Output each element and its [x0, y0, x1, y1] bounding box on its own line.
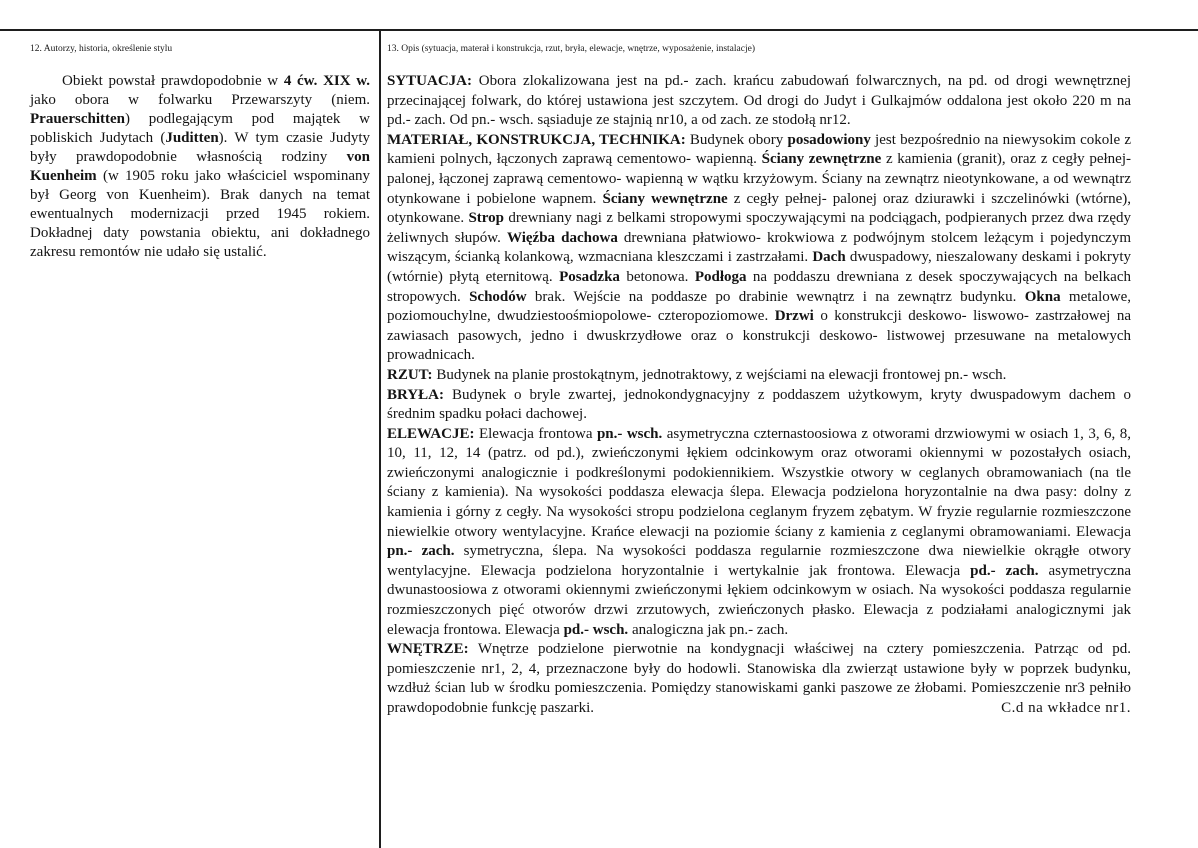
material-text: Budynek obory [685, 131, 788, 148]
section-13-description [387, 44, 1131, 719]
paragraph-sytuacja [387, 72, 1131, 131]
elewacje-bold: pn.- zach. [387, 543, 455, 560]
description-body [387, 72, 1131, 719]
section-12-history [30, 44, 370, 262]
material-text: na poddaszu drewniana z desek spoczywających na belkach stropowych. [387, 268, 1131, 305]
continuation-note: C.d na wkładce nr1. [1001, 700, 1131, 716]
material-bold: Więźba dachowa [506, 229, 618, 246]
material-text: z cegły pełnej- palonej oraz dziurawki i szczelinówki (wtórne), otynkowane. [387, 190, 1131, 227]
material-text: jest bezpośrednio na niewysokim cokole z kamieni polnych, łączonych zaprawą cementowo- wapienną. [387, 131, 1131, 168]
text-rzut: Budynek na planie prostokątnym, jednotraktowy, z wejściami na elewacji frontowej pn.- wsch. [432, 366, 1007, 383]
elewacje-bold: pn.- wsch. [596, 425, 663, 442]
material-bold: Okna [1024, 288, 1061, 305]
material-text: z kamienia (granit), oraz z cegły pełnej- palonej, łączonej zaprawą cementowo- wapienną w wątku krzyżowym. Ściany na zewnątrz nieotynkowane, a od wewnątrz otynkowane i pobielone wapnem. [387, 151, 1131, 207]
text-sytuacja: Obora zlokalizowana jest na pd.- zach. krańcu zabudowań folwarcznych, na pd. od drogi wewnętrznej przecinającej folwark, do której ustawiona jest szczytem. Od drogi do Judyt i Gulkajmów oddalona jest około 220 m na pd.- zach. Od pn.- wsch. sąsiaduje ze stajnią nr10, a od zach. ze stodołą nr12. [387, 73, 1131, 129]
paragraph-elewacje [387, 425, 1131, 641]
elewacje-bold: pd.- wsch. [563, 621, 629, 638]
material-bold: Ściany zewnętrzne [761, 151, 882, 168]
heading-elewacje: ELEWACJE: [387, 425, 475, 442]
material-text: o konstrukcji deskowo- liswowo- zastrzałowej na zawiasach pasowych, jedno i dwuskrzydłowe oraz o konstrukcji deskowo- listwowej przesuwane na metalowych prowadnicach. [387, 308, 1131, 364]
elewacje-text: asymetryczna czternastoosiowa z otworami drzwiowymi w osiach 1, 3, 6, 8, 10, 11, 12, 14 (patrz. od pd.), zwieńczonymi łękiem odcinkowym oraz otworami okiennymi w pozostałych osiach, zwieńczonymi analogicznie i podkreślonymi podokiennikiem. Wszystkie otwory w ceglanych obramowaniach (na tle ściany z kamienia). Na wysokości poddasza elewacja ślepa. Elewacja podzielona horyzontalnie na dwa pasy: dolny z kamienia i górny z cegły. Na wysokości stropu podzielona ceglanym fryzem zębatym. W fryzie regularnie rozmieszczone niewielkie otwory wentylacyjne. Krańce elewacji na poziomie ściany z kamienia z ceglanymi obramowaniami. Elewacja [387, 425, 1131, 540]
material-text: betonowa. [619, 268, 695, 285]
history-bold-juditten: Juditten [165, 130, 219, 146]
material-bold: Drzwi [774, 308, 814, 325]
history-paragraph [30, 72, 370, 262]
text-bryla: Budynek o bryle zwartej, jednokondygnacyjny z poddaszem użytkowym, kryty dwuspadowym dachem o średnim spadku połaci dachowej. [387, 386, 1131, 423]
elewacje-text: analogiczna jak pn.- zach. [628, 621, 789, 638]
elewacje-bold: pd.- zach. [970, 562, 1039, 579]
elewacje-text: symetryczna, ślepa. Na wysokości poddasza regularnie rozmieszczone dwa niewielkie okrągłe otwory wentylacyjne. Elewacja podzielona horyzontalnie i wertykalnie jak frontowa. Elewacja [387, 543, 1131, 579]
material-text: drewniany nagi z belkami stropowymi spoczywającymi na podciągach, podpieranych przez dwa rzędy żeliwnych słupów. [387, 210, 1131, 246]
paragraph-rzut [387, 366, 1131, 386]
paragraph-bryla [387, 386, 1131, 425]
material-bold: Strop [468, 210, 505, 227]
material-bold: posadowiony [787, 131, 871, 148]
heading-sytuacja: SYTUACJA: [387, 73, 473, 89]
material-text: brak. Wejście na poddasze po drabinie wewnątrz i na zewnątrz budynku. [526, 288, 1025, 305]
column-divider [379, 29, 381, 848]
material-text: drewniana płatwiowo- krokwiowa z podwójnym stolcem leżącym i pojedynczym wiszącym, ścianką kolankową, wzmacniana kleszczami i zastrzałami. [387, 229, 1131, 266]
history-text-4: ). W tym czasie Judyty były prawdopodobnie własnością rodziny [30, 130, 370, 165]
horizontal-rule [0, 29, 1198, 31]
heading-material: MATERIAŁ, KONSTRUKCJA, TECHNIKA: [387, 131, 686, 148]
heading-wnetrze: WNĘTRZE: [387, 641, 469, 658]
history-text-3: ) podlegającym pod majątek w pobliskich Judytach ( [30, 111, 370, 146]
paragraph-wnetrze [387, 640, 1131, 718]
material-text: metalowe, poziomouchylne, dwudziestoośmiopolowe- czteropoziomowe. [387, 288, 1131, 325]
material-bold: Dach [812, 249, 846, 266]
elewacje-text: asymetryczna dwunastoosiowa z otworami okiennymi zwieńczonymi łękiem odcinkowym w osiach. Na wysokości poddasza regularnie rozmieszczonych pięć otworów drzwi zrzutowych, zwieńczonych płasko. Elewacja z podziałami analogicznymi jak elewacja frontowa. Elewacja [387, 562, 1131, 638]
material-text: dwuspadowy, nieszalowany deskami i pokryty (wtórnie) płytą eternitową. [387, 249, 1131, 285]
history-text-2: jako obora w folwarku Przewarszyty (niem. [30, 92, 370, 108]
material-bold: Schodów [469, 288, 527, 305]
heading-rzut: RZUT: [387, 366, 433, 383]
material-bold: Posadzka [559, 268, 620, 285]
history-bold-date: 4 ćw. XIX w. [283, 73, 370, 89]
material-bold: Podłoga [694, 268, 747, 285]
history-text-1: Obiekt powstał prawdopodobnie w [62, 73, 284, 89]
text-wnetrze: Wnętrze podzielone pierwotnie na kondygnacji właściwej na cztery pomieszczenia. Patrząc od pd. pomieszczenie nr1, 2, 4, przeznaczone były do hodowli. Stanowiska dla zwierząt ustawione były w poprzek budynku, wzdłuż ścian lub w środku pomieszczenia. Pomiędzy stanowiskami ganki paszowe ze żłobami. Pomieszczenie nr3 pełniło prawdopodobnie funkcję paszarki. [387, 641, 1131, 716]
elewacje-text: Elewacja frontowa [474, 425, 597, 442]
history-bold-family: von Kuenheim [30, 149, 370, 184]
history-text-5: (w 1905 roku jako właściciel wspominany był Georg von Kuenheim). Brak danych na temat ewentualnych modernizacji przed 1945 rokiem. Dokładnej daty powstania obiektu, ani dokładnego zakresu remontów nie udało się ustalić. [30, 168, 370, 260]
heading-bryla: BRYŁA: [387, 386, 444, 403]
section-12-header: 12. Autorzy, historia, określenie stylu [30, 44, 173, 54]
paragraph-material [387, 131, 1131, 366]
material-bold: Ściany wewnętrzne [602, 190, 728, 207]
history-bold-german-name: Prauerschitten [30, 111, 125, 127]
section-13-header: 13. Opis (sytuacja, materał i konstrukcja, rzut, bryła, elewacje, wnętrze, wyposażenie, instalacje) [387, 44, 755, 54]
